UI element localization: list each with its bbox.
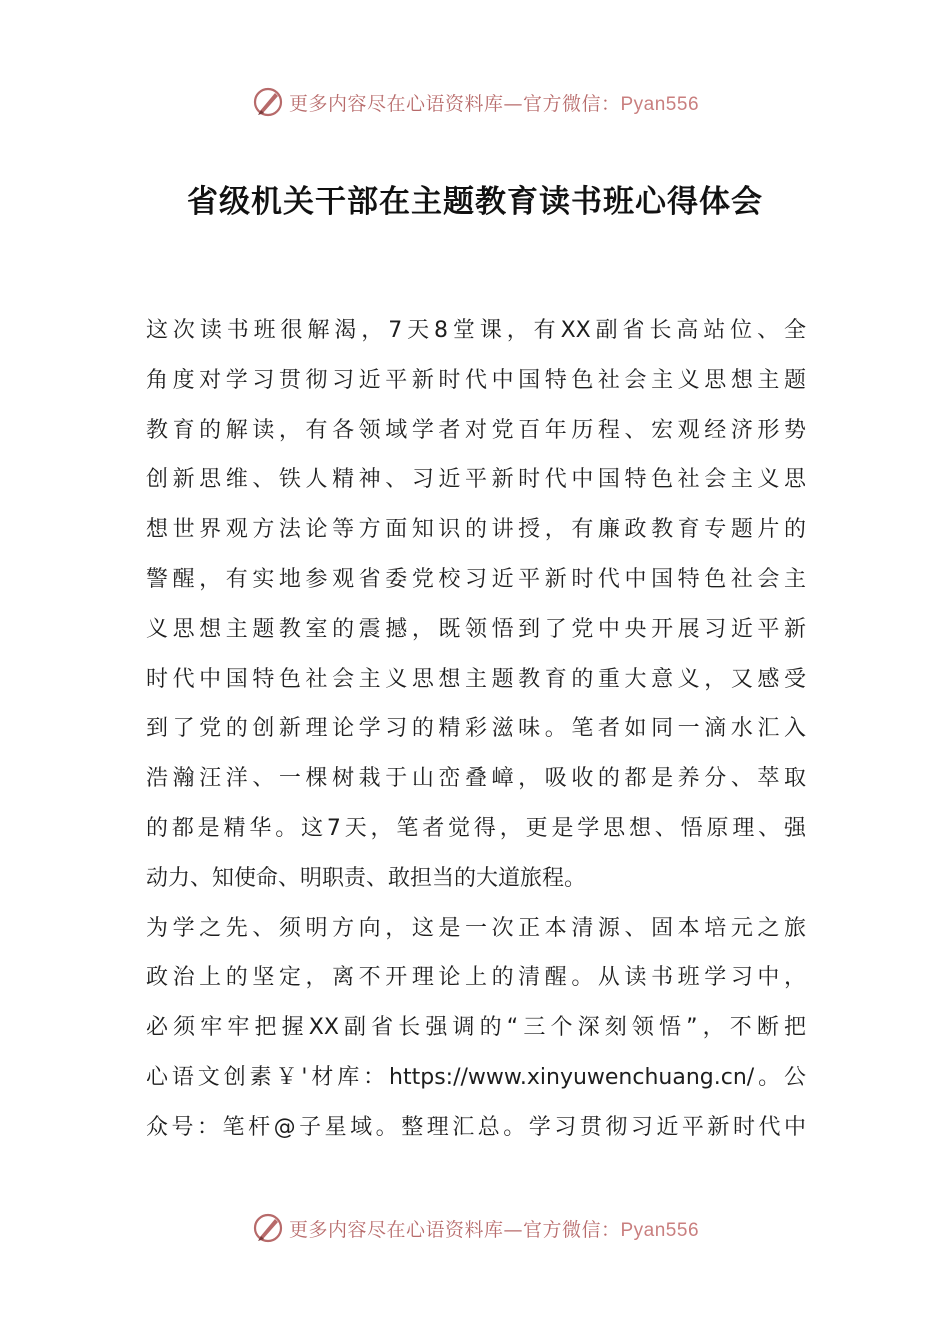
body-line: 这次读书班很解渴，7天8堂课，有XX副省长高站位、全 bbox=[146, 318, 806, 343]
document-body bbox=[146, 306, 806, 1153]
watermark-text-cn: 更多内容尽在心语资料库—官方微信： bbox=[288, 92, 621, 115]
body-line: 必须牢牢把握XX副省长强调的“三个深刻领悟”，不断把 bbox=[146, 1015, 806, 1041]
body-line: 为学之先、须明方向，这是一次正本清源、固本培元之旅 bbox=[146, 915, 806, 941]
watermark-text bbox=[289, 1215, 699, 1242]
body-line: 时代中国特色社会主义思想主题教育的重大意义，又感受 bbox=[146, 666, 806, 692]
body-line: 浩瀚汪洋、一棵树栽于山峦叠嶂，吸收的都是养分、萃取 bbox=[146, 766, 806, 792]
body-line: 到了党的创新理论学习的精彩滋味。笔者如同一滴水汇入 bbox=[146, 716, 806, 742]
body-line: 警醒，有实地参观省委党校习近平新时代中国特色社会主 bbox=[146, 566, 806, 592]
watermark-wechat-id: Pyan556 bbox=[620, 93, 700, 115]
header-watermark-banner bbox=[0, 82, 950, 122]
footer-watermark-banner bbox=[0, 1208, 950, 1248]
watermark-text-cn: 更多内容尽在心语资料库—官方微信： bbox=[288, 1218, 621, 1241]
watermark-wechat-id: Pyan556 bbox=[620, 1219, 700, 1241]
body-line: 角度对学习贯彻习近平新时代中国特色社会主义思想主题 bbox=[146, 367, 806, 393]
body-line: 想世界观方法论等方面知识的讲授，有廉政教育专题片的 bbox=[146, 517, 806, 543]
document-title: 省级机关干部在主题教育读书班心得体会 bbox=[187, 184, 763, 220]
body-line: 动力、知使命、明职责、敢担当的大道旅程。 bbox=[146, 865, 587, 891]
body-line: 创新思维、铁人精神、习近平新时代中国特色社会主义思 bbox=[146, 467, 806, 493]
body-line: 义思想主题教室的震撼，既领悟到了党中央开展习近平新 bbox=[146, 616, 806, 642]
watermark-text bbox=[289, 89, 699, 116]
body-line: 政治上的坚定，离不开理论上的清醒。从读书班学习中， bbox=[146, 965, 806, 991]
quill-pen-logo-icon bbox=[251, 85, 285, 119]
body-line: 的都是精华。这7天，笔者觉得，更是学思想、悟原理、强 bbox=[146, 815, 806, 841]
body-line: 教育的解读，有各领域学者对党百年历程、宏观经济形势 bbox=[146, 417, 806, 443]
quill-pen-logo-icon bbox=[251, 1211, 285, 1245]
body-line: 心语文创素￥'材库：https://www.xinyuwenchuang.cn/。公 bbox=[146, 1064, 806, 1090]
body-line: 众号：笔杆@子星域。整理汇总。学习贯彻习近平新时代中 bbox=[146, 1114, 806, 1140]
